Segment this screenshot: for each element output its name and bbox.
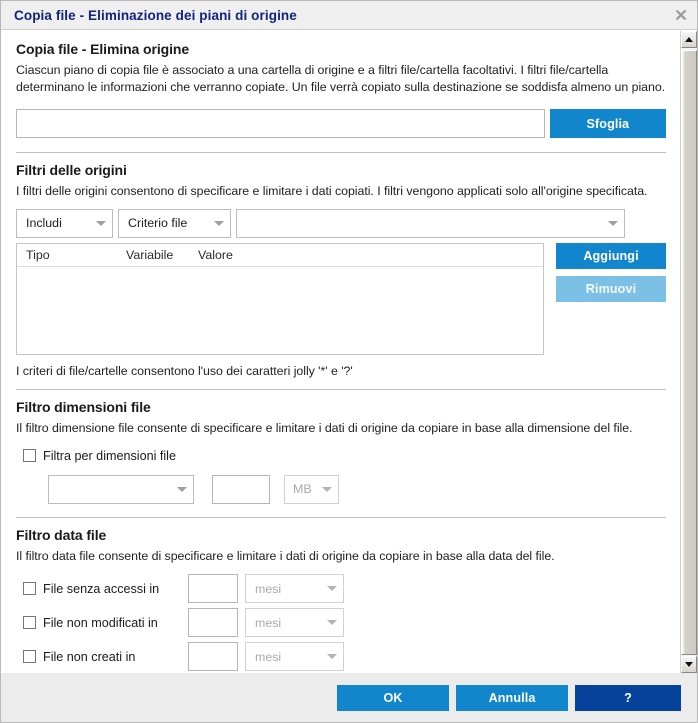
origin-filters-description: I filtri delle origini consentono di specificare e limitare i dati copiati. I filtri vengono applicati solo all'origine specificata. (16, 184, 648, 198)
column-header-variabile: Variabile (126, 247, 174, 262)
date-filter-heading: Filtro data file (16, 526, 107, 543)
origin-filters-heading: Filtri delle origini (16, 162, 127, 178)
size-unit-dropdown-label: MB (293, 482, 312, 496)
size-filter-checkbox[interactable] (23, 449, 36, 462)
chevron-down-icon (327, 586, 337, 591)
filter-list-row (16, 243, 666, 355)
date-filter-checkbox-1[interactable] (23, 616, 36, 629)
date-filter-amount-1[interactable] (188, 608, 238, 637)
column-header-valore: Valore (198, 247, 233, 262)
chevron-down-icon (322, 487, 332, 492)
filter-list[interactable] (16, 243, 544, 355)
wildcard-hint: I criteri di file/cartelle consentono l'uso dei caratteri jolly '*' e '?' (16, 363, 353, 378)
remove-filter-button[interactable]: Rimuovi (556, 276, 666, 302)
dialog-body (1, 30, 697, 673)
criteria-dropdown-label: Criterio file (128, 216, 188, 230)
include-dropdown[interactable] (16, 209, 113, 238)
scroll-content (1, 31, 680, 673)
divider-3 (16, 517, 666, 518)
chevron-down-icon (685, 662, 693, 667)
date-filter-label-0: File senza accessi in (43, 581, 160, 596)
chevron-down-icon (608, 221, 618, 226)
date-filter-label-1: File non modificati in (43, 615, 158, 630)
date-filter-row (23, 642, 666, 671)
size-filter-description: Il filtro dimensione file consente di specificare e limitare i dati di origine da copiare in base alla dimensione del file. (16, 421, 633, 435)
dialog-footer (1, 673, 697, 722)
source-section-description: Ciascun piano di copia file è associato a una cartella di origine e a filtri file/cartella facoltativi. I filtri file/cartella determinano le informazioni che verranno copiate. Un file verrà copiato sulla destinazione se soddisfa almeno un piano. (16, 63, 666, 94)
chevron-down-icon (177, 487, 187, 492)
date-filter-unit-1[interactable] (245, 608, 344, 637)
size-filter-checkbox-label: Filtra per dimensioni file (43, 448, 176, 463)
close-icon[interactable] (673, 7, 689, 23)
chevron-down-icon (327, 620, 337, 625)
date-filter-unit-label-1: mesi (255, 615, 282, 630)
date-filter-checkbox-0[interactable] (23, 582, 36, 595)
chevron-up-icon (685, 37, 693, 42)
help-button[interactable]: ? (575, 685, 681, 711)
chevron-down-icon (327, 654, 337, 659)
origin-filters-controls-row (16, 209, 666, 238)
scroll-up-button[interactable] (681, 31, 697, 48)
divider-1 (16, 152, 666, 153)
size-operator-dropdown[interactable] (48, 475, 194, 504)
scrollbar-thumb[interactable] (681, 50, 697, 655)
source-path-input[interactable] (16, 109, 545, 138)
date-filter-amount-0[interactable] (188, 574, 238, 603)
vertical-scrollbar[interactable] (680, 31, 697, 673)
date-filter-unit-0[interactable] (245, 574, 344, 603)
size-filter-controls-row (48, 475, 666, 504)
date-filter-description: Il filtro data file consente di specificare e limitare i dati di origine da copiare in base alla data del file. (16, 548, 555, 563)
filter-list-actions (556, 243, 666, 302)
divider-2 (16, 389, 666, 390)
chevron-down-icon (214, 221, 224, 226)
size-filter-heading: Filtro dimensioni file (16, 399, 151, 415)
date-filter-unit-label-0: mesi (255, 581, 282, 596)
filter-list-body[interactable] (17, 267, 543, 355)
size-amount-input[interactable] (212, 475, 270, 504)
window-title: Copia file - Eliminazione dei piani di origine (14, 7, 297, 23)
filter-value-dropdown[interactable] (236, 209, 625, 238)
scroll-down-button[interactable] (681, 656, 697, 673)
criteria-dropdown[interactable] (118, 209, 231, 238)
date-filter-unit-label-2: mesi (255, 649, 282, 664)
add-filter-button[interactable]: Aggiungi (556, 243, 666, 269)
column-header-tipo: Tipo (26, 247, 50, 262)
filter-list-header (17, 244, 543, 267)
date-filter-row (23, 608, 666, 637)
source-section-heading: Copia file - Elimina origine (16, 41, 190, 57)
date-filter-checkbox-2[interactable] (23, 650, 36, 663)
date-filter-row (23, 574, 666, 603)
ok-button[interactable]: OK (337, 685, 449, 711)
date-filter-rows (23, 574, 666, 671)
scrollbar-track[interactable] (681, 48, 697, 656)
date-filter-amount-2[interactable] (188, 642, 238, 671)
source-path-row (16, 109, 666, 138)
size-unit-dropdown[interactable] (284, 475, 339, 504)
cancel-button[interactable]: Annulla (456, 685, 568, 711)
include-dropdown-label: Includi (26, 216, 62, 230)
date-filter-unit-2[interactable] (245, 642, 344, 671)
title-bar (1, 1, 697, 30)
date-filter-label-2: File non creati in (43, 649, 136, 664)
browse-button[interactable]: Sfoglia (550, 109, 666, 138)
chevron-down-icon (96, 221, 106, 226)
size-filter-checkbox-row (23, 449, 666, 463)
